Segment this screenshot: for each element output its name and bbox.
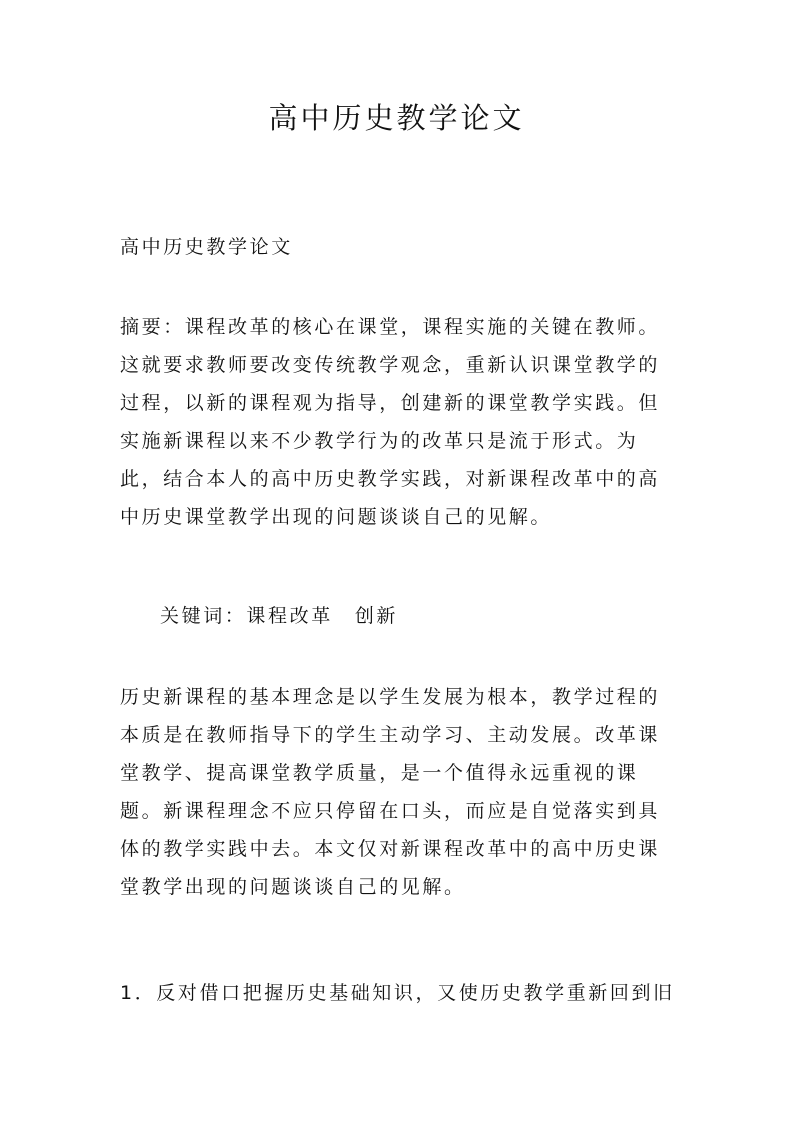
- abstract-paragraph: 摘要：课程改革的核心在课堂，课程实施的关键在教师。这就要求教师要改变传统教学观念，重新认识课堂教学的过程，以新的课程观为指导，创建新的课堂教学实践。但实施新课程以来不少教学行为的改革只是流于形式。为此，结合本人的高中历史教学实践，对新课程改革中的高中历史课堂教学出现的问题谈谈自己的见解。: [120, 316, 661, 528]
- section-1-paragraph: 1．反对借口把握历史基础知识，又使历史教学重新回到旧: [120, 982, 675, 1004]
- keyword-item: 课程改革: [246, 605, 333, 627]
- document-subtitle: 高中历史教学论文: [120, 236, 293, 258]
- keyword-item: 创新: [354, 605, 399, 627]
- intro-paragraph: 历史新课程的基本理念是以学生发展为根本，教学过程的本质是在教师指导下的学生主动学习、主动发展。改革课堂教学、提高课堂教学质量，是一个值得永远重视的课题。新课程理念不应只停留在口头，而应是自觉落实到具体的教学实践中去。本文仅对新课程改革中的高中历史课堂教学出现的问题谈谈自己的见解。: [120, 686, 661, 898]
- keywords-line: [160, 597, 680, 635]
- keywords-label: 关键词：: [160, 605, 247, 627]
- document-title: 高中历史教学论文: [268, 101, 525, 135]
